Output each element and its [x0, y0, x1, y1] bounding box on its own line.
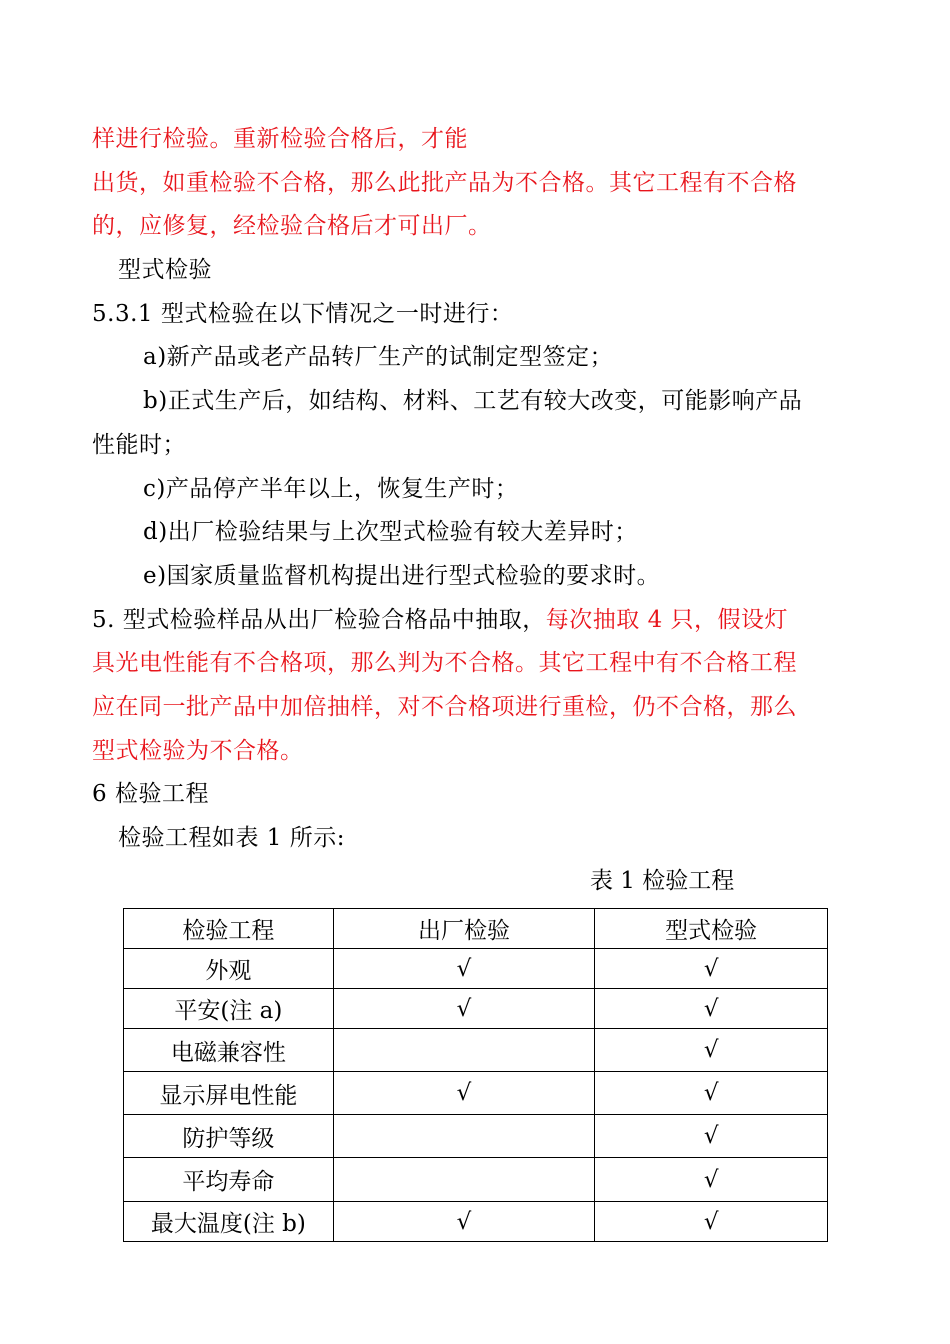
table-row — [124, 1158, 828, 1202]
table-intro: 检验工程如表 1 所示: — [118, 825, 346, 851]
list-item-c: c)产品停产半年以上，恢复生产时； — [143, 476, 519, 502]
check-cell: √ — [595, 1158, 828, 1202]
section-heading-6: 6 检验工程 — [92, 781, 209, 807]
list-item-e: e)国家质量监督机构提出进行型式检验的要求时。 — [143, 563, 661, 589]
inspection-table — [123, 908, 828, 1242]
check-cell — [333, 1158, 595, 1202]
clause-5-sampling-red: 每次抽取 4 只，假设灯 — [545, 607, 789, 633]
table-row — [124, 949, 828, 989]
check-cell — [333, 1115, 595, 1158]
check-cell: √ — [595, 1202, 828, 1242]
check-cell: √ — [595, 949, 828, 989]
header-cell: 出厂检验 — [333, 909, 595, 949]
check-cell: √ — [333, 989, 595, 1029]
list-item-d: d)出厂检验结果与上次型式检验有较大差异时； — [143, 519, 638, 545]
section-heading-type-test: 型式检验 — [118, 257, 212, 283]
table-row — [124, 1072, 828, 1115]
clause-5-sampling-black: 5. 型式检验样品从出厂检验合格品中抽取， — [92, 607, 546, 633]
clause-5-3-1: 5.3.1 型式检验在以下情况之一时进行： — [92, 301, 514, 327]
check-cell: √ — [333, 1072, 595, 1115]
header-cell: 型式检验 — [595, 909, 828, 949]
text-line-3: 的，应修复，经检验合格后才可出厂。 — [92, 213, 492, 239]
table-caption: 表 1 检验工程 — [590, 868, 735, 894]
table-header-row — [124, 909, 828, 949]
table-cell: 防护等级 — [124, 1115, 334, 1158]
table-cell: 最大温度(注 b) — [124, 1202, 334, 1242]
list-item-b: b)正式生产后，如结构、材料、工艺有较大改变，可能影响产品 — [143, 388, 803, 414]
check-cell: √ — [595, 989, 828, 1029]
table-row — [124, 989, 828, 1029]
check-cell: √ — [333, 1202, 595, 1242]
text-line-15: 型式检验为不合格。 — [92, 738, 304, 764]
check-cell: √ — [595, 1072, 828, 1115]
text-line-2: 出货，如重检验不合格，那么此批产品为不合格。其它工程有不合格 — [92, 170, 797, 196]
table-cell: 平安(注 a) — [124, 989, 334, 1029]
header-cell: 检验工程 — [124, 909, 334, 949]
list-item-a: a)新产品或老产品转厂生产的试制定型签定； — [143, 344, 614, 370]
table-row — [124, 1029, 828, 1072]
text-line-14: 应在同一批产品中加倍抽样，对不合格项进行重检，仍不合格，那么 — [92, 694, 797, 720]
text-line-13: 具光电性能有不合格项，那么判为不合格。其它工程中有不合格工程 — [92, 650, 797, 676]
clause-5-sampling — [92, 605, 788, 635]
text-line-1: 样进行检验。重新检验合格后，才能 — [92, 126, 468, 152]
list-item-b-cont: 性能时； — [92, 432, 186, 458]
table-cell: 平均寿命 — [124, 1158, 334, 1202]
table-cell: 显示屏电性能 — [124, 1072, 334, 1115]
check-cell: √ — [595, 1029, 828, 1072]
table-row — [124, 1202, 828, 1242]
check-cell: √ — [595, 1115, 828, 1158]
table-cell: 外观 — [124, 949, 334, 989]
check-cell — [333, 1029, 595, 1072]
check-cell: √ — [333, 949, 595, 989]
table-row — [124, 1115, 828, 1158]
table-cell: 电磁兼容性 — [124, 1029, 334, 1072]
